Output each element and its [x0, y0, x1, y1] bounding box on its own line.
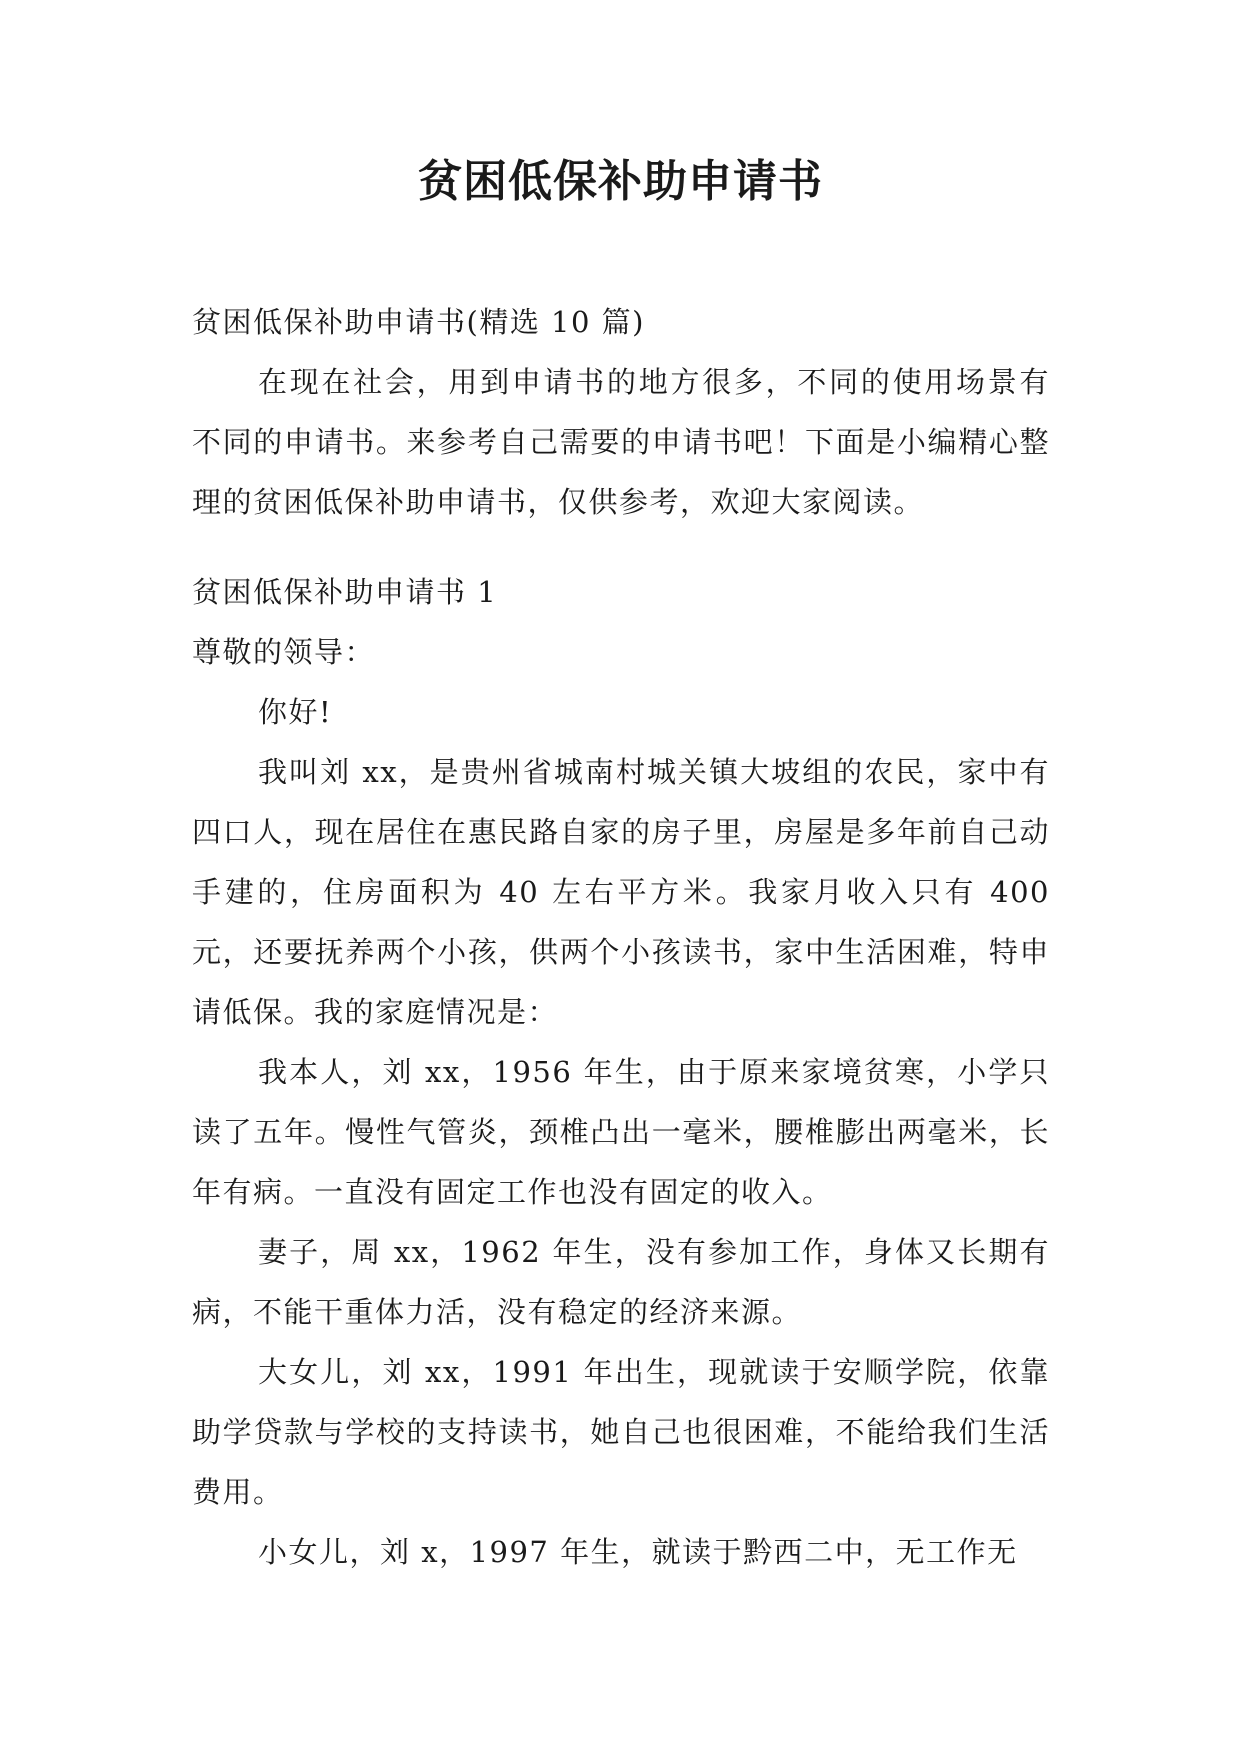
section-heading: 贫困低保补助申请书 1	[192, 575, 498, 609]
body-paragraph: 妻子，周 xx，1962 年生，没有参加工作，身体又长期有病，不能干重体力活，没有稳定的经济来源。	[192, 1235, 1050, 1329]
body-paragraph: 小女儿，刘 x，1997 年生，就读于黔西二中，无工作无	[258, 1535, 1018, 1569]
body-paragraph: 我叫刘 xx，是贵州省城南村城关镇大坡组的农民，家中有四口人，现在居住在惠民路自家的房子里，房屋是多年前自己动手建的，住房面积为 40 左右平方米。我家月收入只有 400 元，还要抚养两个小孩，供两个小孩读书，家中生活困难，特申请低保。我的家庭情况是：	[192, 755, 1050, 1029]
document-body	[192, 292, 1050, 1582]
document-title: 贫困低保补助申请书	[418, 156, 823, 207]
body-paragraph: 我本人，刘 xx，1956 年生，由于原来家境贫寒，小学只读了五年。慢性气管炎，颈椎凸出一毫米，腰椎膨出两毫米，长年有病。一直没有固定工作也没有固定的收入。	[192, 1055, 1050, 1209]
intro-paragraph: 在现在社会，用到申请书的地方很多，不同的使用场景有不同的申请书。来参考自己需要的申请书吧！下面是小编精心整理的贫困低保补助申请书，仅供参考，欢迎大家阅读。	[192, 365, 1050, 519]
greeting: 你好!	[258, 695, 333, 729]
document-subtitle: 贫困低保补助申请书(精选 10 篇)	[192, 305, 645, 339]
salutation: 尊敬的领导：	[192, 635, 376, 669]
body-paragraph: 大女儿，刘 xx，1991 年出生，现就读于安顺学院，依靠助学贷款与学校的支持读书，她自己也很困难，不能给我们生活费用。	[192, 1355, 1050, 1509]
